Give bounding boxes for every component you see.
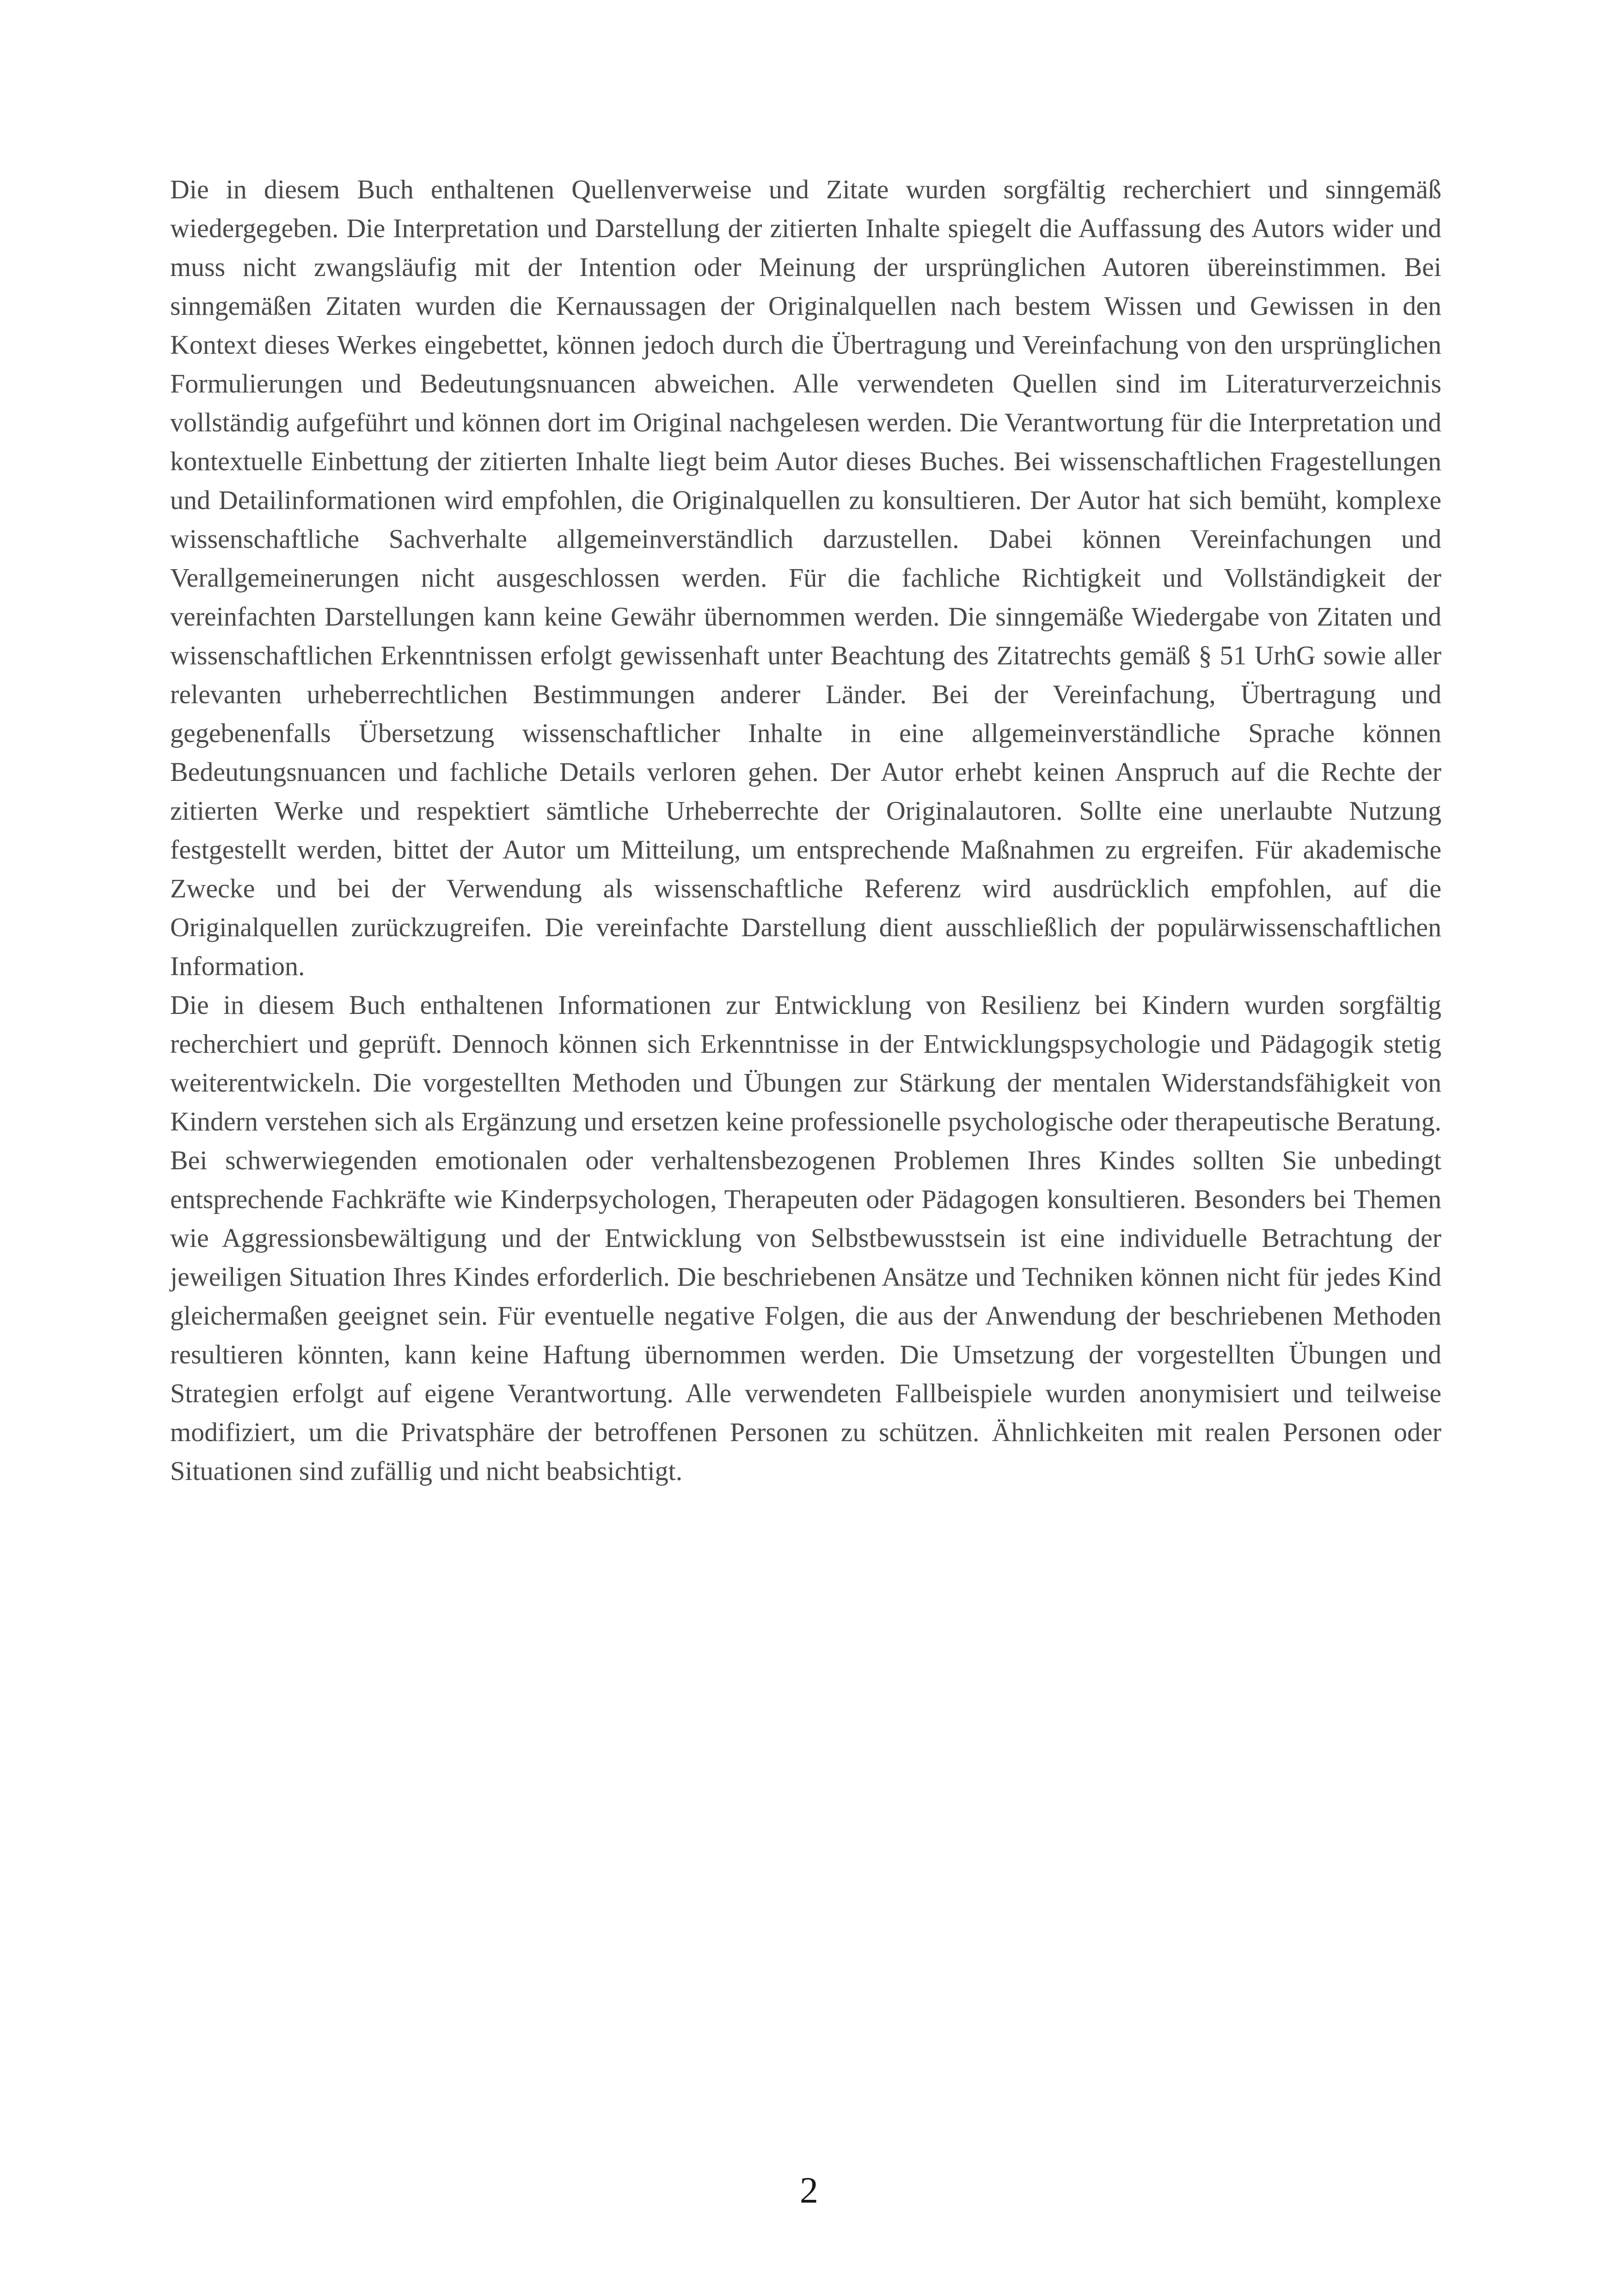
paragraph-sources-disclaimer: Die in diesem Buch enthaltenen Quellenverweise und Zitate wurden sorgfältig recherchiert und sinngemäß wiedergegeben. Die Interpretation und Darstellung der zitierten Inhalte spiegelt die Auffassung des Autors wider und muss nicht zwangsläufig mit der Intention oder Meinung der ursprünglichen Autoren übereinstimmen. Bei sinngemäßen Zitaten wurden die Kernaussagen der Originalquellen nach bestem Wissen und Gewissen in den Kontext dieses Werkes eingebettet, können jedoch durch die Übertragung und Vereinfachung von den ursprünglichen Formulierungen und Bedeutungsnuancen abweichen. Alle verwendeten Quellen sind im Literaturverzeichnis vollständig aufgeführt und können dort im Original nachgelesen werden. Die Verantwortung für die Interpretation und kontextuelle Einbettung der zitierten Inhalte liegt beim Autor dieses Buches. Bei wissenschaftlichen Fragestellungen und Detailinformationen wird empfohlen, die Originalquellen zu konsultieren. Der Autor hat sich bemüht, komplexe wissenschaftliche Sachverhalte allgemeinverständlich darzustellen. Dabei können Vereinfachungen und Verallgemeinerungen nicht ausgeschlossen werden. Für die fachliche Richtigkeit und Vollständigkeit der vereinfachten Darstellungen kann keine Gewähr übernommen werden. Die sinngemäße Wiedergabe von Zitaten und wissenschaftlichen Erkenntnissen erfolgt gewissenhaft unter Beachtung des Zitatrechts gemäß § 51 UrhG sowie aller relevanten urheberrechtlichen Bestimmungen anderer Länder. Bei der Vereinfachung, Übertragung und gegebenenfalls Übersetzung wissenschaftlicher Inhalte in eine allgemeinverständliche Sprache können Bedeutungsnuancen und fachliche Details verloren gehen. Der Autor erhebt keinen Anspruch auf die Rechte der zitierten Werke und respektiert sämtliche Urheberrechte der Originalautoren. Sollte eine unerlaubte Nutzung festgestellt werden, bittet der Autor um Mitteilung, um entsprechende Maßnahmen zu ergreifen. Für akademische Zwecke und bei der Verwendung als wissenschaftliche Referenz wird ausdrücklich empfohlen, auf die Originalquellen zurückzugreifen. Die vereinfachte Darstellung dient ausschließlich der populärwissenschaftlichen Information. [170, 174, 1441, 981]
paragraph-resilience-disclaimer: Die in diesem Buch enthaltenen Informationen zur Entwicklung von Resilienz bei Kindern wurden sorgfältig recherchiert und geprüft. Dennoch können sich Erkenntnisse in der Entwicklungspsychologie und Pädagogik stetig weiterentwickeln. Die vorgestellten Methoden und Übungen zur Stärkung der mentalen Widerstandsfähigkeit von Kindern verstehen sich als Ergänzung und ersetzen keine professionelle psychologische oder therapeutische Beratung. Bei schwerwiegenden emotionalen oder verhaltensbezogenen Problemen Ihres Kindes sollten Sie unbedingt entsprechende Fachkräfte wie Kinderpsychologen, Therapeuten oder Pädagogen konsultieren. Besonders bei Themen wie Aggressionsbewältigung und der Entwicklung von Selbstbewusstsein ist eine individuelle Betrachtung der jeweiligen Situation Ihres Kindes erforderlich. Die beschriebenen Ansätze und Techniken können nicht für jedes Kind gleichermaßen geeignet sein. Für eventuelle negative Folgen, die aus der Anwendung der beschriebenen Methoden resultieren könnten, kann keine Haftung übernommen werden. Die Umsetzung der vorgestellten Übungen und Strategien erfolgt auf eigene Verantwortung. Alle verwendeten Fallbeispiele wurden anonymisiert und teilweise modifiziert, um die Privatsphäre der betroffenen Personen zu schützen. Ähnlichkeiten mit realen Personen oder Situationen sind zufällig und nicht beabsichtigt. [170, 990, 1441, 1486]
disclaimer-text-block [170, 170, 1441, 1491]
page-number: 2 [800, 2170, 818, 2211]
